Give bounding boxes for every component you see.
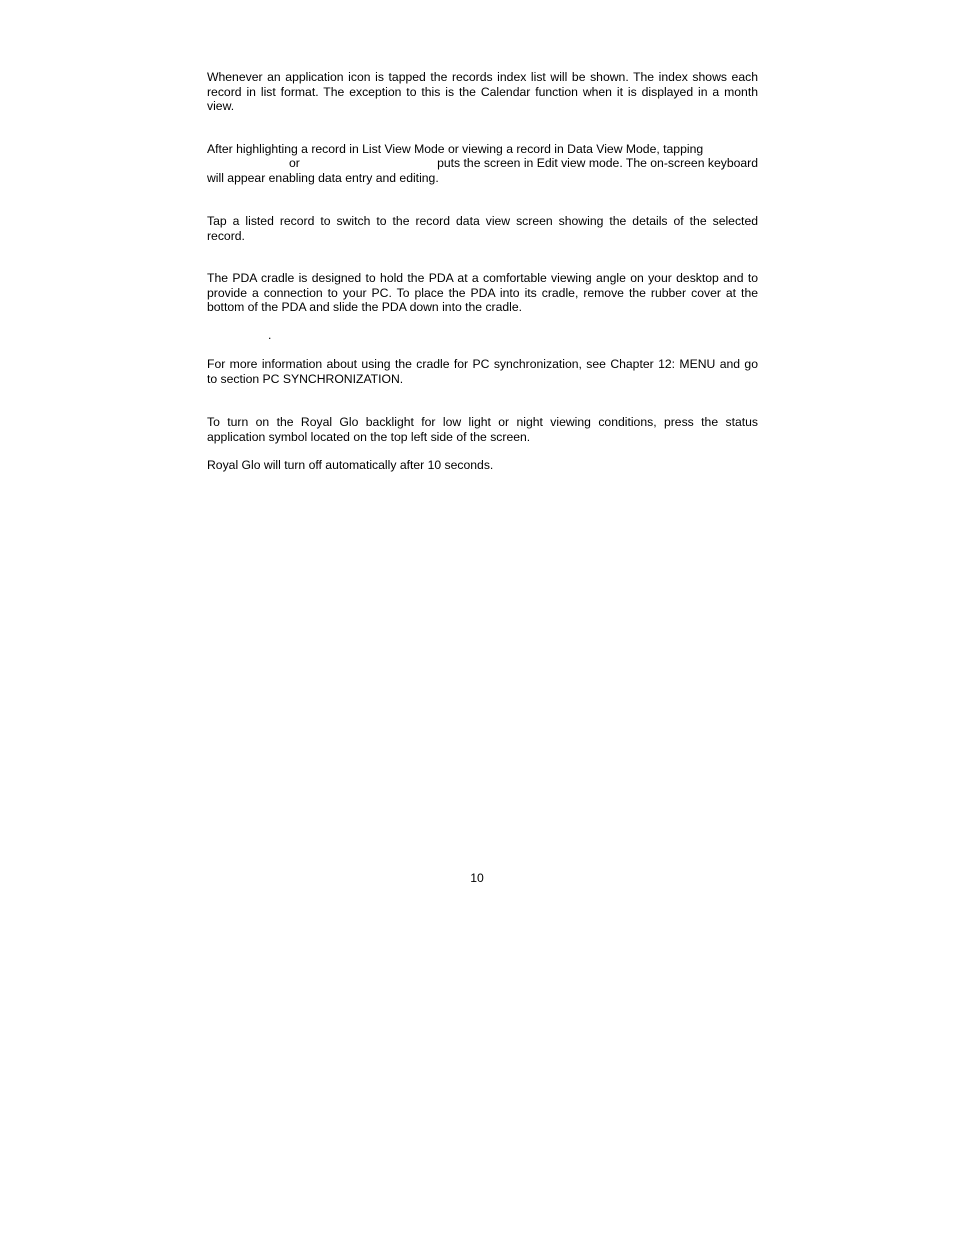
text-line: bottom of the PDA and slide the PDA down into the cradle. <box>207 300 523 315</box>
text-line: To turn on the Royal Glo backlight for low light or night viewing conditions, press the status <box>207 415 758 429</box>
stray-period: . <box>268 328 272 342</box>
text-line: provide a connection to your PC. To place the PDA into its cradle, remove the rubber cover at the <box>207 285 758 300</box>
text-line: Whenever an application icon is tapped the records index list will be shown. The index shows each <box>207 70 758 84</box>
text-line: record in list format. The exception to this is the Calendar function when it is displayed in a month <box>207 84 758 99</box>
text-or: or <box>289 156 300 170</box>
text-line: to section PC SYNCHRONIZATION. <box>207 371 404 386</box>
text-line: record. <box>207 228 245 243</box>
text-line: puts the screen in Edit view mode. The on-screen keyboard <box>437 156 758 170</box>
page-number: 10 <box>470 871 484 885</box>
paragraph-cradle <box>207 271 758 315</box>
text-line: application symbol located on the top left side of the screen. <box>207 429 531 444</box>
text-line: The PDA cradle is designed to hold the PDA at a comfortable viewing angle on your desktop and to <box>207 271 758 285</box>
text-line: will appear enabling data entry and editing. <box>207 171 439 185</box>
paragraph-index-list <box>207 70 758 114</box>
paragraph-tap-record <box>207 214 758 243</box>
text-line: After highlighting a record in List View Mode or viewing a record in Data View Mode, tapping <box>207 142 704 156</box>
paragraph-sync <box>207 357 758 386</box>
paragraph-auto-off: Royal Glo will turn off automatically after 10 seconds. <box>207 458 494 472</box>
text-line: For more information about using the cradle for PC synchronization, see Chapter 12: MENU and go <box>207 357 758 371</box>
paragraph-backlight <box>207 415 758 444</box>
text-line: Tap a listed record to switch to the record data view screen showing the details of the selected <box>207 214 758 228</box>
text-line: view. <box>207 99 235 114</box>
